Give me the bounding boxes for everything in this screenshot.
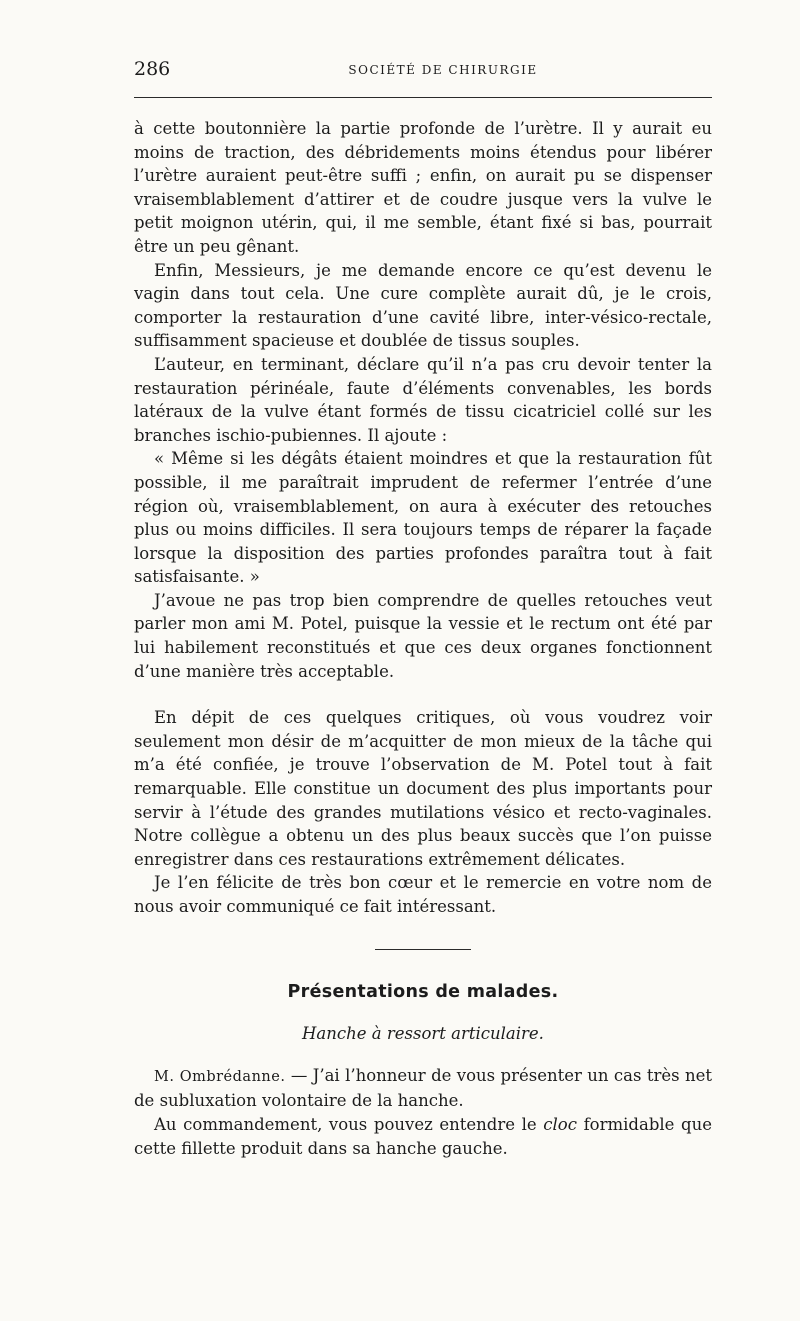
paragraph-commandement: [134, 1113, 712, 1160]
page-header: [134, 58, 712, 88]
commandement-text: Au commandement, vous pouvez entendre le: [154, 1114, 544, 1134]
paragraph-vagin: Enfin, Messieurs, je me demande encore ce qu’est devenu le vagin dans tout cela. Une cure complète aurait dû, je le crois, comporter la restauration d’une cavité libre, inter-vésico-rectale, suffisamment spacieuse et doublée de tissus souples.: [134, 260, 712, 351]
section-subtitle: Hanche à ressort articulaire.: [302, 1024, 544, 1044]
section-separator: [375, 949, 471, 950]
paragraph-gap: [134, 683, 712, 706]
paragraph-felicite: Je l’en félicite de très bon cœur et le remercie en votre nom de nous avoir communiqué ce fait intéressant.: [134, 873, 712, 916]
paragraph-critiques: En dépit de ces quelques critiques, où vous voudrez voir seulement mon désir de m’acquitter de mon mieux de la tâche qui m’a été confiée, je trouve l’observation de M. Potel tout à fait remarquable. Elle constitue un document des plus importants pour servir à l’étude des grandes mutilations vésico et recto-vaginales. Notre collègue a obtenu un des plus beaux succès que l’on puisse enregistrer dans ces restaurations extrêmement délicates.: [134, 708, 712, 869]
commandement-end: formidable que cette fillette produit dans sa hanche gauche.: [134, 1114, 712, 1158]
header-rule: [134, 97, 712, 98]
paragraph-quote: « Même si les dégâts étaient moindres et que la restauration fût possible, il me paraîtrait imprudent de refermer l’entrée d’une région où, vraisemblablement, on aura à exécuter des retouches plus ou moins difficiles. Il sera toujours temps de réparer la façade lorsque la disposition des parties profondes paraîtra tout à fait satisfaisante. »: [134, 449, 712, 587]
paragraph-continuation: à cette boutonnière la partie profonde de l’urètre. Il y aurait eu moins de traction, des débridements moins étendus pour libérer l’urètre auraient peut-être suffi ; enfin, on aurait pu se dispenser vraisemblablement d’attirer et de coudre jusque vers la vulve le petit moignon utérin, qui, il me semble, étant fixé si bas, pourrait être un peu gênant.: [134, 119, 712, 256]
speaker-text: — J’ai l’honneur de vous présenter un cas très net de subluxation volontaire de la hanche.: [134, 1065, 712, 1111]
paragraph-ombredanne: [134, 1064, 712, 1113]
body-text: [134, 117, 712, 1160]
section-title: Présentations de malades.: [287, 981, 559, 1002]
speaker-name: M. Ombrédanne.: [154, 1068, 286, 1085]
paragraph-auteur: L’auteur, en terminant, déclare qu’il n’a pas cru devoir tenter la restauration périnéale, faute d’éléments convenables, les bords latéraux de la vulve étant formés de tissu cicatriciel collé sur les branches ischio-pubiennes. Il ajoute :: [134, 354, 712, 445]
cloc-word: cloc: [543, 1114, 577, 1134]
running-title: SOCIÉTÉ DE CHIRURGIE: [348, 63, 538, 77]
page-number: 286: [134, 58, 171, 80]
paragraph-avoue: J’avoue ne pas trop bien comprendre de quelles retouches veut parler mon ami M. Potel, puisque la vessie et le rectum ont été par lui habilement reconstitués et que ces deux organes fonctionnent d’une manière très acceptable.: [134, 590, 712, 681]
